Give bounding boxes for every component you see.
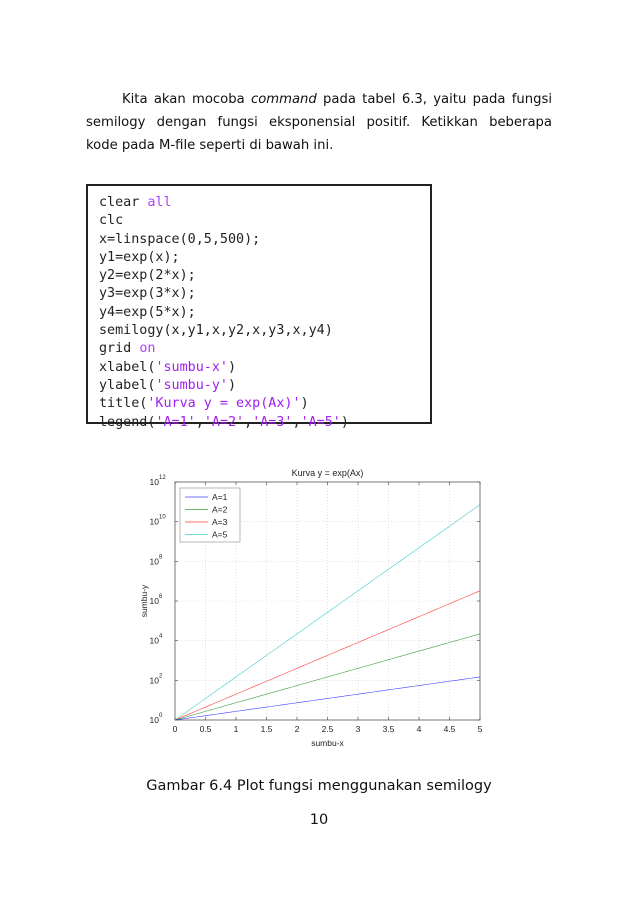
x-tick-label: 0.5 [199, 724, 212, 734]
code-text: ) [228, 359, 237, 375]
x-tick-label: 3.5 [382, 724, 395, 734]
legend-label-A5: A=5 [212, 529, 228, 540]
code-line-12 [99, 395, 430, 413]
code-text: semilogy(x,y1,x,y2,x,y3,x,y4) [99, 323, 333, 339]
chart-title: Kurva y = exp(Ax) [291, 468, 364, 478]
code-line-11 [99, 377, 430, 395]
code-line-7 [99, 304, 430, 322]
y-tick-label-base: 10 [149, 596, 159, 606]
intro-line-3: kode pada M-file seperti di bawah ini. [86, 138, 334, 153]
code-line-5 [99, 267, 430, 285]
code-string: 'Kurva y = exp(Ax)' [147, 396, 301, 412]
page-number: 10 [309, 812, 329, 828]
semilogy-figure [130, 460, 510, 760]
code-string: 'A=2' [203, 414, 245, 430]
legend-label-A2: A=2 [212, 504, 228, 515]
code-text: ) [340, 414, 349, 430]
figure-caption: Gambar 6.4 Plot fungsi menggunakan semilogy [146, 778, 492, 794]
legend-label-A3: A=3 [212, 517, 228, 527]
code-text: y2=exp(2*x); [99, 268, 196, 284]
x-tick-label: 2.5 [321, 724, 334, 734]
y-tick-label-exponent: 0 [159, 713, 163, 719]
code-text: x=linspace(0,5,500); [99, 231, 261, 247]
code-text: , [195, 414, 204, 430]
code-text: clear [99, 195, 148, 210]
code-line-8 [99, 322, 430, 340]
x-tick-label: 1 [233, 724, 239, 734]
y-tick-label-base: 10 [149, 635, 159, 646]
code-text: y4=exp(5*x); [99, 304, 196, 320]
x-tick-label: 1.5 [260, 724, 273, 734]
code-text: title( [99, 396, 148, 412]
y-tick-label-exponent: 6 [159, 594, 163, 600]
legend-label-A1: A=1 [212, 492, 228, 502]
x-tick-label: 5 [477, 724, 483, 734]
code-line-2 [99, 212, 430, 230]
y-tick-label-exponent: 2 [159, 673, 163, 680]
code-keyword: on [139, 341, 156, 357]
code-line-13 [99, 414, 430, 432]
code-text: grid [99, 341, 140, 357]
intro-line-1 [86, 88, 552, 111]
y-tick-label-base: 10 [149, 477, 159, 487]
y-tick-label-base: 10 [149, 675, 159, 686]
code-line-6 [99, 285, 430, 303]
code-string: 'A=3' [252, 414, 293, 430]
code-text: , [244, 414, 253, 430]
x-tick-label: 3 [355, 724, 361, 734]
y-tick-label-exponent: 10 [159, 514, 166, 521]
intro-text-emphasis: command [250, 92, 317, 107]
code-text: y1=exp(x); [99, 249, 180, 265]
y-tick-label-exponent: 8 [159, 554, 163, 561]
y-tick-label-exponent: 4 [159, 633, 163, 640]
y-tick-label-exponent: 12 [159, 475, 166, 481]
code-string: 'sumbu-x' [155, 359, 228, 375]
code-text: , [292, 414, 301, 430]
code-string: 'A=1' [155, 414, 196, 430]
intro-text-a: Kita akan mocoba [122, 92, 251, 107]
code-line-10 [99, 359, 430, 377]
y-tick-label-base: 10 [149, 715, 159, 725]
intro-line-2: semilogy dengan fungsi eksponensial positif. Ketikkan beberapa [86, 115, 552, 130]
code-text: legend( [99, 414, 156, 430]
code-text: clc [99, 213, 124, 229]
y-axis-label: sumbu-y [139, 584, 149, 618]
chart-svg [130, 460, 510, 760]
code-line-3 [99, 231, 430, 249]
x-tick-label: 2 [294, 724, 300, 734]
series-line-A3 [175, 591, 480, 720]
x-tick-label: 4 [416, 724, 422, 734]
intro-paragraph [86, 88, 552, 157]
code-listing [86, 184, 432, 430]
x-tick-label: 4.5 [443, 724, 456, 734]
x-axis-label: sumbu-x [311, 738, 344, 748]
code-string: 'sumbu-y' [155, 377, 228, 393]
y-tick-label-base: 10 [149, 556, 159, 567]
code-line-9 [99, 340, 430, 358]
code-text: xlabel( [99, 359, 156, 375]
code-string: 'A=5' [300, 414, 341, 430]
code-line-1 [99, 194, 430, 212]
x-tick-label: 0 [172, 724, 178, 734]
code-text: ) [228, 377, 237, 393]
code-text: ylabel( [99, 377, 156, 393]
code-line-4 [99, 249, 430, 267]
intro-text-b: pada tabel 6.3, yaitu pada fungsi [316, 92, 552, 107]
code-text: ) [300, 396, 309, 412]
y-tick-label-base: 10 [149, 516, 159, 527]
legend-box [180, 488, 240, 542]
code-text: y3=exp(3*x); [99, 286, 196, 302]
code-keyword: all [147, 195, 172, 210]
